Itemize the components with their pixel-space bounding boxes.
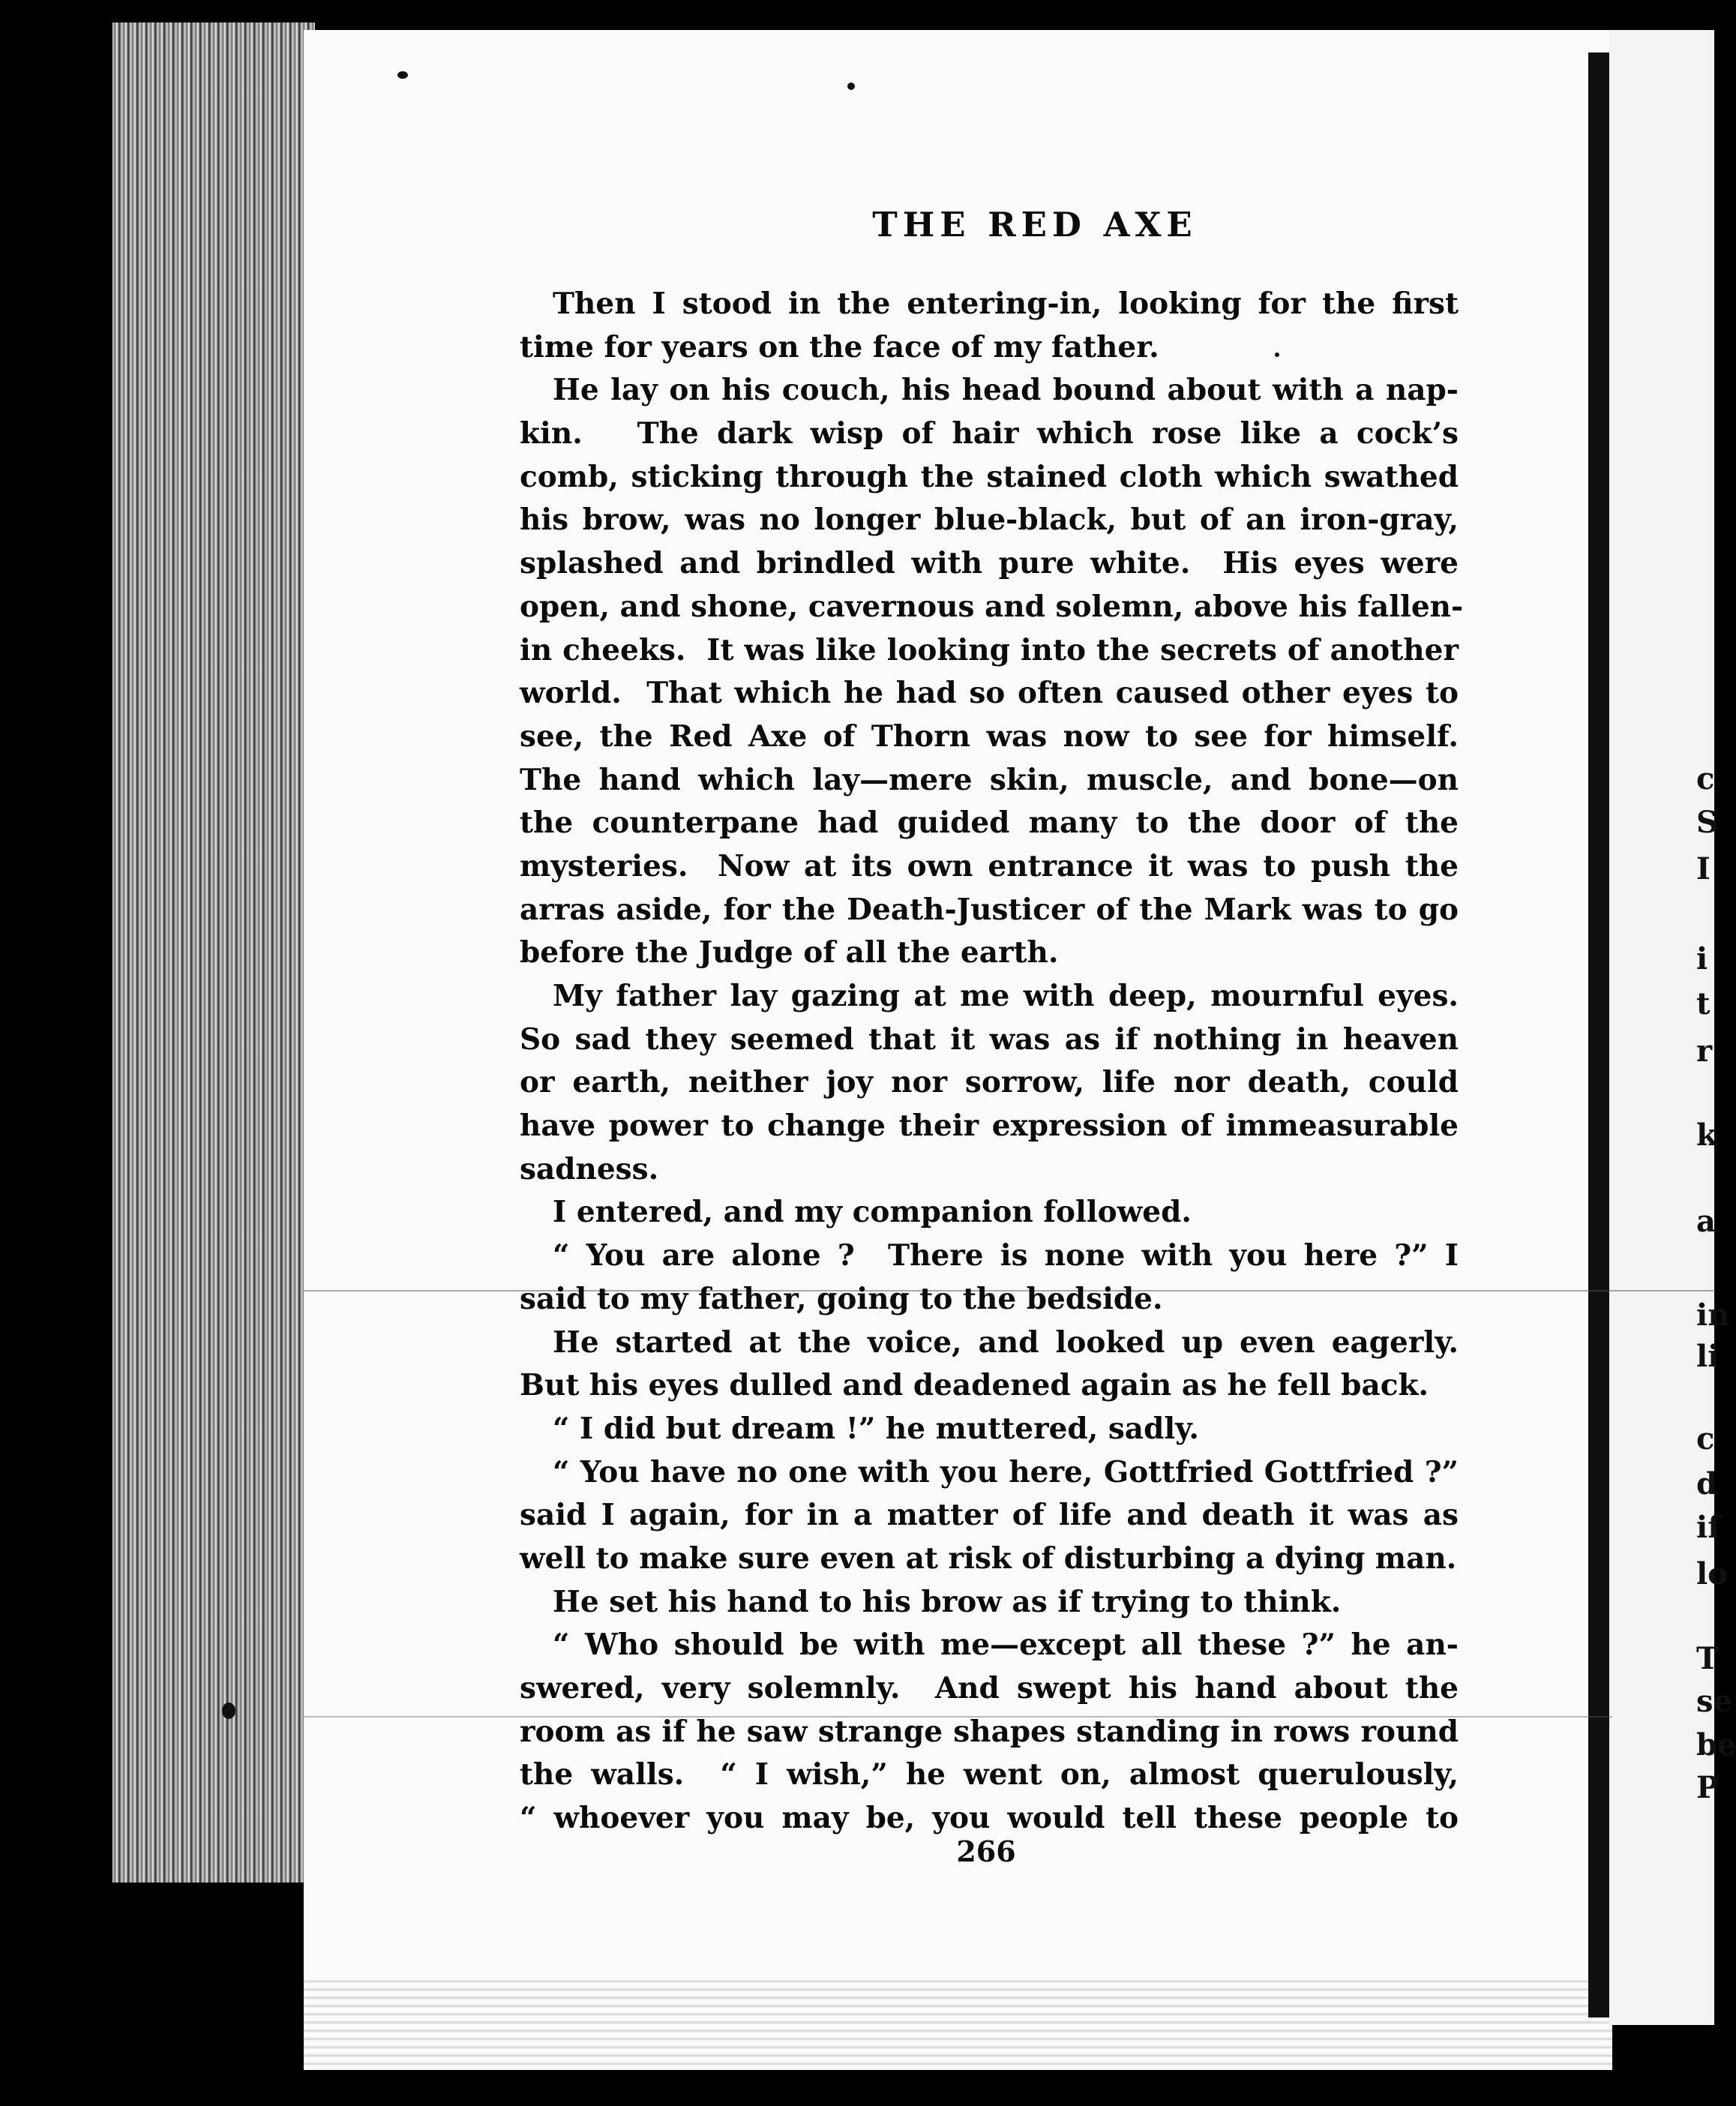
facing-page-fragment: se: [1696, 1684, 1732, 1719]
text-line: have power to change their expression of immeasurable: [520, 1108, 1459, 1144]
text-line: He started at the voice, and looked up even eagerly.: [553, 1324, 1459, 1360]
text-line: “ whoever you may be, you would tell these people to: [520, 1801, 1459, 1836]
text-line: or earth, neither joy nor sorrow, life nor death, could: [520, 1065, 1459, 1100]
text-line: But his eyes dulled and deadened again as he fell back.: [520, 1368, 1429, 1403]
text-line: My father lay gazing at me with deep, mournful eyes.: [553, 979, 1459, 1013]
facing-page-fragment: i: [1696, 941, 1708, 976]
facing-page-fragment: c: [1696, 761, 1715, 796]
text-line: “ You are alone ? There is none with you here ?” I: [553, 1238, 1459, 1274]
facing-page-fragment: d: [1696, 1466, 1717, 1502]
facing-page-fragment: be: [1696, 1727, 1736, 1762]
text-line: see, the Red Axe of Thorn was now to see for himself.: [520, 718, 1459, 754]
body-text: [520, 283, 1464, 1840]
text-line: “ Who should be with me—except all these ?” he an-: [553, 1628, 1459, 1663]
text-line: He set his hand to his brow as if trying to think.: [553, 1584, 1342, 1619]
running-title: THE RED AXE: [872, 205, 1198, 244]
text-line: Then I stood in the entering-in, looking for the first: [553, 286, 1459, 321]
text-line: “ I did but dream !” he muttered, sadly.: [553, 1411, 1199, 1446]
page-bottom-edges: [304, 1980, 1612, 2070]
facing-page: [1609, 30, 1714, 2025]
text-line: swered, very solemnly. And swept his hand about the: [520, 1671, 1459, 1706]
text-line: I entered, and my companion followed.: [553, 1195, 1192, 1230]
facing-page-fragment: c: [1696, 1421, 1715, 1456]
text-line: He lay on his couch, his head bound about with a nap-: [553, 373, 1459, 408]
text-line: said I again, for in a matter of life and death it was as: [520, 1498, 1459, 1533]
text-line: open, and shone, cavernous and solemn, above his fallen-: [520, 589, 1464, 624]
text-line: comb, sticking through the stained cloth which swathed: [520, 459, 1459, 494]
facing-page-fragment: li: [1696, 1339, 1720, 1374]
text-line: arras aside, for the Death-Justicer of the Mark was to go: [520, 892, 1459, 927]
text-line: before the Judge of all the earth.: [520, 935, 1059, 970]
text-line: world. That which he had so often caused other eyes to: [520, 676, 1459, 711]
text-line: The hand which lay—mere skin, muscle, and bone—on: [520, 762, 1459, 797]
facing-page-fragment: a: [1696, 1204, 1716, 1239]
book-gutter: [1588, 52, 1609, 2018]
facing-page-fragment: r: [1696, 1034, 1713, 1069]
facing-page-fragment: lo: [1696, 1556, 1728, 1592]
page-number: 266: [956, 1834, 1016, 1868]
facing-page-fragment: I: [1696, 851, 1711, 886]
facing-page-fragment: k: [1696, 1118, 1717, 1153]
text-line: mysteries. Now at its own entrance it was to push the: [520, 848, 1459, 884]
facing-page-fragment: P: [1696, 1770, 1720, 1805]
text-line: the counterpane had guided many to the door of the: [520, 806, 1459, 841]
text-line: sadness.: [520, 1151, 659, 1186]
text-line: splashed and brindled with pure white. His eyes were: [520, 546, 1459, 581]
speck: [847, 82, 855, 90]
text-line: So sad they seemed that it was as if nothing in heaven: [520, 1022, 1459, 1057]
facing-page-fragment: in: [1696, 1298, 1730, 1333]
facing-page-fragment: if: [1696, 1510, 1721, 1545]
text-line: said to my father, going to the bedside.: [520, 1281, 1163, 1316]
text-line: room as if he saw strange shapes standing in rows round: [520, 1714, 1459, 1749]
speck: [222, 1702, 235, 1719]
text-line: in cheeks. It was like looking into the secrets of another: [520, 632, 1459, 668]
facing-page-fragment: t: [1696, 986, 1711, 1022]
text-line: “ You have no one with you here, Gottfried Gottfried ?”: [553, 1454, 1459, 1490]
text-line: kin. The dark wisp of hair which rose like a cock’s: [520, 416, 1459, 452]
text-line: his brow, was no longer blue-black, but of an iron-gray,: [520, 502, 1459, 538]
text-line: well to make sure even at risk of disturbing a dying man.: [520, 1540, 1457, 1576]
page-edges: [112, 22, 315, 1882]
text-line: time for years on the face of my father.: [520, 329, 1159, 364]
speck: [397, 71, 408, 79]
facing-page-fragment: S: [1696, 805, 1718, 840]
facing-page-fragment: T: [1696, 1641, 1719, 1676]
text-line: the walls. “ I wish,” he went on, almost querulously,: [520, 1757, 1459, 1792]
